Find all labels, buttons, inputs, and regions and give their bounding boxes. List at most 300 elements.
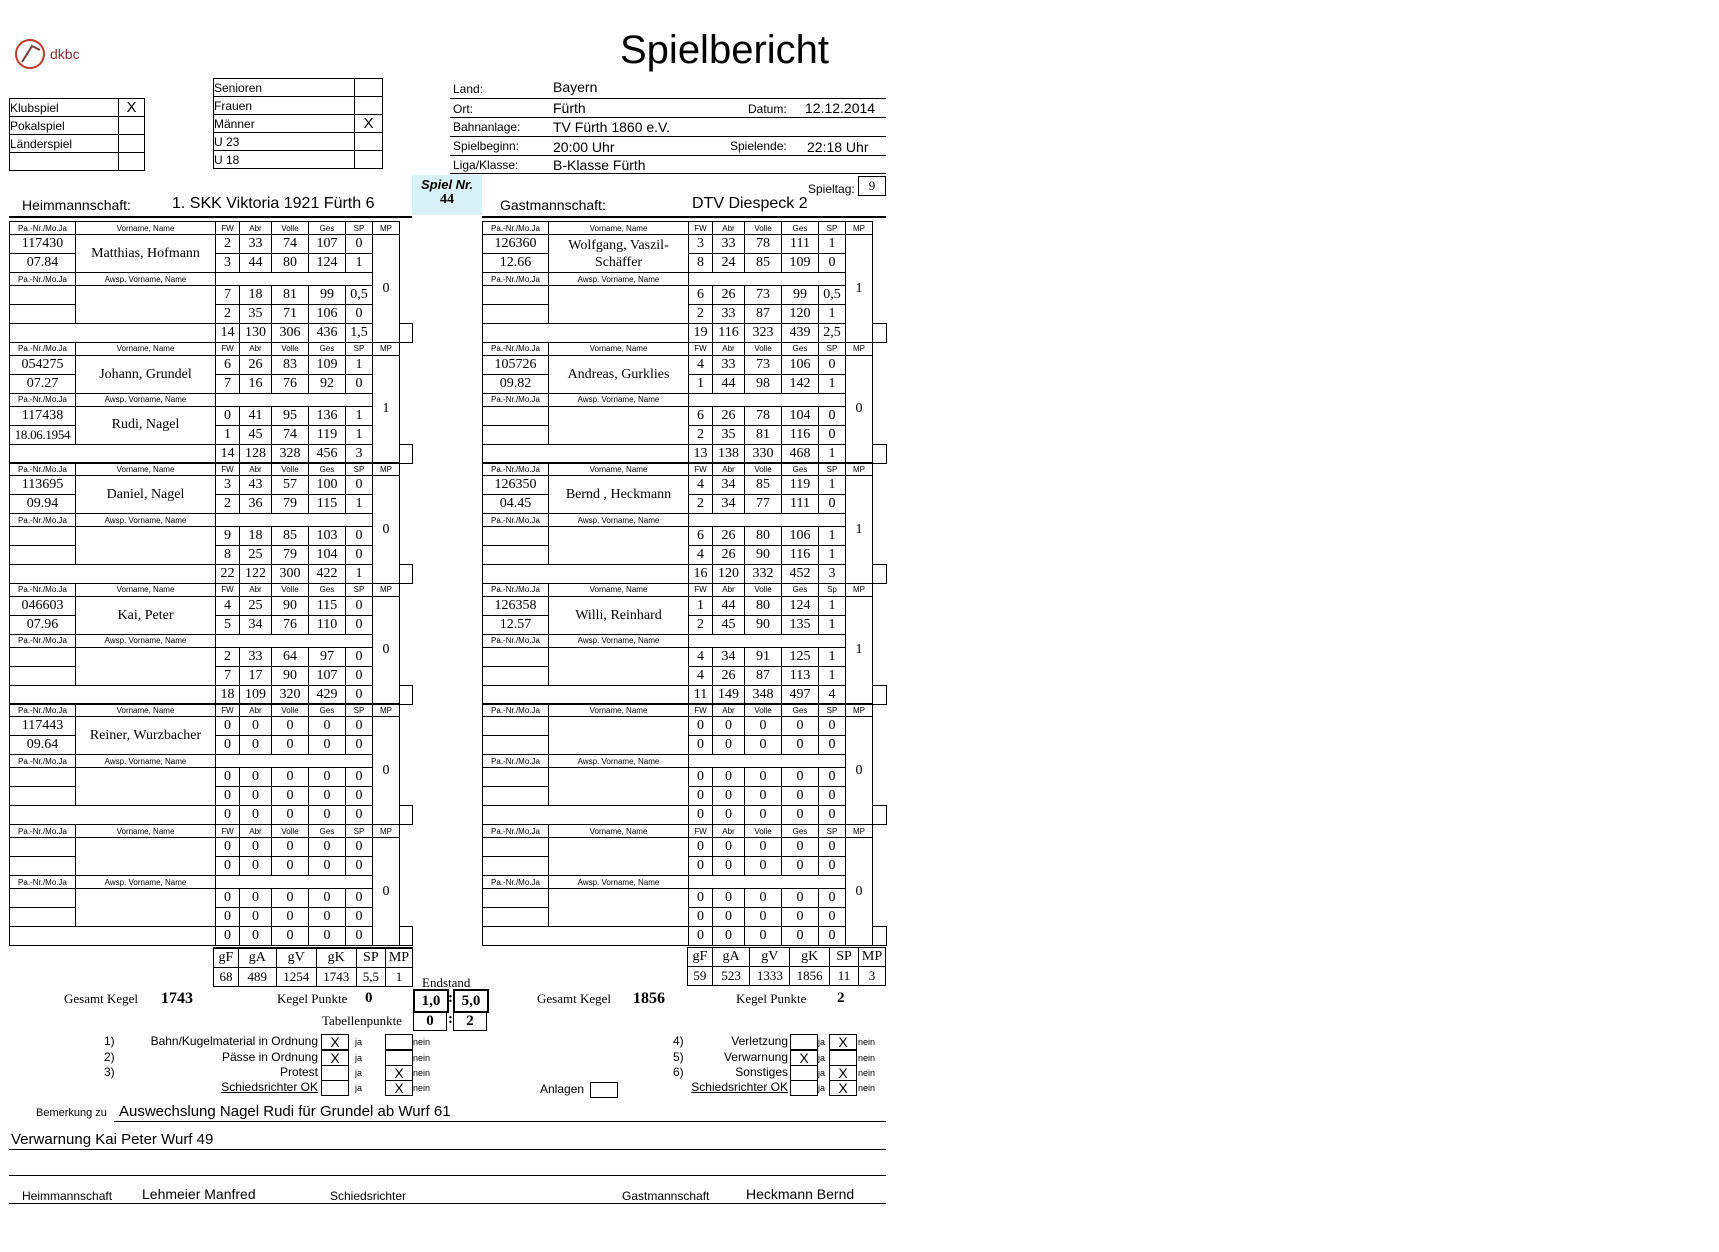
throw-value: 78 [745, 235, 782, 254]
guest-summary [687, 947, 886, 986]
class-u18-label: U 18 [214, 151, 355, 169]
throw-value: 45 [713, 615, 745, 634]
check-nein-box[interactable]: X [829, 1080, 857, 1096]
throw-value: 87 [745, 666, 782, 685]
ges-header: Ges [309, 583, 346, 596]
mp-header: MP [846, 583, 873, 596]
home-sum-mp: 1 [385, 968, 412, 987]
blank [689, 393, 846, 406]
check-label: Schiedsrichter OK [691, 1080, 788, 1094]
throw-value: 0 [240, 736, 272, 755]
throw-value: 0 [272, 768, 309, 787]
total-value: 1 [346, 565, 373, 584]
throw-value: 0 [819, 254, 846, 273]
throw-value: 0 [782, 768, 819, 787]
name-header: Vorname, Name [549, 222, 689, 235]
ja-label: ja [818, 1053, 826, 1063]
throw-value: 92 [309, 374, 346, 393]
sub-date [483, 787, 549, 806]
check-label: Verwarnung [723, 1050, 788, 1064]
ja-label: ja [818, 1037, 826, 1047]
sub-name [76, 286, 216, 324]
total-value: 330 [745, 444, 782, 463]
throw-value: 0 [782, 717, 819, 736]
check-nein-box[interactable]: X [385, 1065, 413, 1081]
throw-value: 0 [689, 908, 713, 927]
throw-value: 0 [745, 908, 782, 927]
type-laenderspiel-mark[interactable] [119, 135, 145, 153]
sp-header: SP [819, 463, 846, 476]
throw-value: 0 [309, 736, 346, 755]
throw-value: 1 [346, 406, 373, 425]
name-header: Vorname, Name [549, 463, 689, 476]
total-value: 128 [240, 444, 272, 463]
player-name: Johann, Grundel [76, 355, 216, 393]
throw-value: 99 [309, 286, 346, 305]
throw-value: 3 [216, 476, 240, 495]
throw-value: 6 [216, 355, 240, 374]
sub-pass-header: Pa.-Nr./Mo.Ja [10, 393, 76, 406]
volle-header: Volle [745, 583, 782, 596]
home-gesamt-kegel-value: 1743 [161, 990, 193, 1007]
home-sum-sp: 5,5 [356, 968, 385, 987]
throw-value: 0 [745, 838, 782, 857]
throw-value: 4 [689, 355, 713, 374]
total-value: 452 [782, 565, 819, 584]
throw-value: 45 [240, 425, 272, 444]
throw-value: 0 [689, 889, 713, 908]
spieltag-value: 9 [858, 176, 886, 196]
home-sum-head-sp: SP [356, 948, 385, 968]
name-header: Vorname, Name [76, 704, 216, 717]
ja-label: ja [355, 1037, 363, 1047]
volle-header: Volle [745, 222, 782, 235]
player-pass [483, 838, 549, 857]
check-nein-box[interactable]: X [829, 1065, 857, 1081]
mp-header: MP [373, 222, 400, 235]
player-date: 12.57 [483, 615, 549, 634]
blank [873, 685, 887, 704]
spielbeginn-value: 20:00 Uhr [553, 139, 615, 155]
player-name [549, 838, 689, 876]
sub-name-header: Awsp. Vorname, Name [76, 514, 216, 527]
fw-header: FW [216, 342, 240, 355]
throw-value: 1 [346, 355, 373, 374]
total-value: 0 [272, 806, 309, 825]
check-nein-box[interactable]: X [829, 1034, 857, 1050]
blank [483, 565, 689, 584]
sub-pass-header: Pa.-Nr./Mo.Ja [483, 876, 549, 889]
bahnanlage-value: TV Fürth 1860 e.V. [553, 119, 670, 135]
blank [400, 565, 413, 584]
throw-value: 0 [346, 838, 373, 857]
throw-value: 34 [240, 615, 272, 634]
sp-header: Sp [819, 583, 846, 596]
sub-name [549, 647, 689, 685]
total-value: 130 [240, 324, 272, 343]
blank [873, 927, 887, 946]
sign-home-name: Lehmeier Manfred [142, 1186, 256, 1202]
throw-value: 0 [346, 736, 373, 755]
sub-name-header: Awsp. Vorname, Name [549, 514, 689, 527]
throw-value: 0 [272, 889, 309, 908]
throw-value: 1 [819, 374, 846, 393]
check-label: Pässe in Ordnung [221, 1050, 318, 1064]
total-value: 0 [713, 927, 745, 946]
throw-value: 100 [309, 476, 346, 495]
guest-sum-sp: 11 [830, 967, 859, 986]
player-mp: 0 [846, 717, 873, 825]
throw-value: 0,5 [819, 286, 846, 305]
check-ja-box[interactable]: X [321, 1034, 349, 1050]
sub-name-header: Awsp. Vorname, Name [549, 273, 689, 286]
ges-header: Ges [309, 222, 346, 235]
throw-value: 119 [309, 425, 346, 444]
throw-value: 0 [240, 787, 272, 806]
total-value: 0 [713, 806, 745, 825]
throw-value: 16 [240, 374, 272, 393]
throw-value: 0 [819, 889, 846, 908]
throw-value: 57 [272, 476, 309, 495]
sub-pass-header: Pa.-Nr./Mo.Ja [10, 876, 76, 889]
player-pass: 126360 [483, 235, 549, 254]
pass-header: Pa.-Nr./Mo.Ja [10, 704, 76, 717]
sub-pass-header: Pa.-Nr./Mo.Ja [10, 514, 76, 527]
total-value: 0 [819, 806, 846, 825]
throw-value: 90 [272, 666, 309, 685]
class-u23-mark[interactable] [355, 133, 383, 151]
sp-header: SP [819, 704, 846, 717]
type-pokalspiel-mark[interactable] [119, 117, 145, 135]
throw-value: 0 [309, 908, 346, 927]
throw-value: 115 [309, 596, 346, 615]
fw-header: FW [689, 342, 713, 355]
throw-value: 79 [272, 495, 309, 514]
sub-date [10, 787, 76, 806]
pass-header: Pa.-Nr./Mo.Ja [483, 222, 549, 235]
blank [689, 755, 846, 768]
match-type-box [9, 98, 145, 171]
ges-header: Ges [782, 825, 819, 838]
liga-value: B-Klasse Fürth [553, 157, 646, 173]
throw-value: 0 [346, 768, 373, 787]
throw-value: 0 [689, 768, 713, 787]
throw-value: 25 [240, 596, 272, 615]
player-mp: 1 [373, 355, 400, 463]
bemerkung-line-2: Verwarnung Kai Peter Wurf 49 [11, 1131, 214, 1148]
player-pass: 126358 [483, 596, 549, 615]
name-header: Vorname, Name [76, 222, 216, 235]
throw-value: 125 [782, 647, 819, 666]
sign-guest-label: Gastmannschaft [622, 1189, 710, 1203]
logo-text: dkbc [50, 46, 80, 62]
player-pass: 046603 [10, 596, 76, 615]
check-ja-box[interactable] [790, 1065, 818, 1081]
throw-value: 33 [240, 235, 272, 254]
guest-sum-gk: 1856 [790, 967, 830, 986]
throw-value: 0 [819, 787, 846, 806]
blank [400, 806, 413, 825]
blank [483, 324, 689, 343]
home-player-block [9, 342, 413, 464]
throw-value: 124 [309, 254, 346, 273]
home-sum-head-gv: gV [276, 948, 316, 968]
throw-value: 95 [272, 406, 309, 425]
throw-value: 34 [713, 495, 745, 514]
throw-value: 1 [689, 596, 713, 615]
ges-header: Ges [782, 463, 819, 476]
player-name: Willi, Reinhard [549, 596, 689, 634]
throw-value: 0 [240, 857, 272, 876]
class-senioren-mark[interactable] [355, 79, 383, 97]
throw-value: 2 [216, 235, 240, 254]
throw-value: 0 [216, 838, 240, 857]
check-nein-box[interactable] [385, 1050, 413, 1066]
throw-value: 0 [216, 736, 240, 755]
throw-value: 0 [782, 857, 819, 876]
sub-name-header: Awsp. Vorname, Name [76, 393, 216, 406]
throw-value: 0 [240, 838, 272, 857]
check-ja-box[interactable] [790, 1080, 818, 1096]
volle-header: Volle [272, 825, 309, 838]
blank [689, 634, 846, 647]
home-kegel-punkte-label: Kegel Punkte [277, 991, 348, 1006]
home-sum-head-gk: gK [316, 948, 356, 968]
throw-value: 85 [272, 527, 309, 546]
player-mp: 0 [373, 838, 400, 946]
throw-value: 0 [240, 768, 272, 787]
throw-value: 26 [240, 355, 272, 374]
check-label: Schiedsrichter OK [221, 1080, 318, 1094]
total-value: 422 [309, 565, 346, 584]
home-team-name: 1. SKK Viktoria 1921 Fürth 6 [172, 195, 375, 212]
check-num: 3) [104, 1065, 115, 1079]
total-value: 348 [745, 685, 782, 704]
sub-name [549, 406, 689, 444]
throw-value: 104 [782, 406, 819, 425]
throw-value: 6 [689, 406, 713, 425]
throw-value: 0 [819, 908, 846, 927]
mp-header: MP [373, 704, 400, 717]
total-value: 0 [216, 806, 240, 825]
name-header: Vorname, Name [76, 342, 216, 355]
throw-value: 0 [782, 889, 819, 908]
throw-value: 1 [346, 254, 373, 273]
total-value: 11 [689, 685, 713, 704]
player-pass: 113695 [10, 476, 76, 495]
throw-value: 2 [216, 305, 240, 324]
mp-header: MP [846, 825, 873, 838]
volle-header: Volle [272, 583, 309, 596]
throw-value: 5 [216, 615, 240, 634]
endstand-colon: : [448, 990, 453, 1006]
guest-player-block [482, 221, 887, 343]
total-value: 18 [216, 685, 240, 704]
bahnanlage-label: Bahnanlage: [453, 120, 521, 134]
fw-header: FW [689, 222, 713, 235]
sub-name-header: Awsp. Vorname, Name [76, 634, 216, 647]
throw-value: 41 [240, 406, 272, 425]
mp-header: MP [846, 463, 873, 476]
name-header: Vorname, Name [549, 583, 689, 596]
guest-player-block [482, 824, 887, 946]
check-nein-box[interactable] [385, 1034, 413, 1050]
throw-value: 83 [272, 355, 309, 374]
player-date: 04.45 [483, 495, 549, 514]
total-value: 0 [745, 806, 782, 825]
total-value: 3 [346, 444, 373, 463]
nein-label: nein [858, 1083, 876, 1093]
pass-header: Pa.-Nr./Mo.Ja [483, 583, 549, 596]
guest-sum-gf: 59 [688, 967, 713, 986]
throw-value: 64 [272, 647, 309, 666]
ja-label: ja [818, 1083, 826, 1093]
check-ja-box[interactable]: X [321, 1050, 349, 1066]
check-num: 2) [104, 1050, 115, 1064]
sub-pass [10, 768, 76, 787]
sub-pass-header: Pa.-Nr./Mo.Ja [10, 755, 76, 768]
guest-gesamt-kegel-value: 1856 [633, 990, 665, 1007]
check-nein-box[interactable]: X [385, 1080, 413, 1096]
throw-value: 35 [713, 425, 745, 444]
blank [216, 393, 373, 406]
throw-value: 33 [713, 235, 745, 254]
guest-player-block [482, 583, 887, 705]
throw-value: 90 [272, 596, 309, 615]
blank [216, 273, 373, 286]
throw-value: 17 [240, 666, 272, 685]
throw-value: 97 [309, 647, 346, 666]
throw-value: 0 [216, 889, 240, 908]
player-pass [483, 717, 549, 736]
sp-header: SP [346, 704, 373, 717]
name-header: Vorname, Name [549, 704, 689, 717]
check-ja-box[interactable]: X [790, 1050, 818, 1066]
throw-value: 0 [346, 857, 373, 876]
tabellenpunkte-colon: : [448, 1011, 453, 1027]
sub-pass [10, 527, 76, 546]
guest-player-block [482, 703, 887, 825]
guest-sum-head-gf: gF [688, 948, 713, 967]
spielende-value: 22:18 Uhr [807, 139, 869, 155]
sub-pass-header: Pa.-Nr./Mo.Ja [483, 634, 549, 647]
class-frauen-mark[interactable] [355, 97, 383, 115]
throw-value: 99 [782, 286, 819, 305]
pass-header: Pa.-Nr./Mo.Ja [10, 583, 76, 596]
throw-value: 81 [272, 286, 309, 305]
total-value: 328 [272, 444, 309, 463]
nein-label: nein [858, 1068, 876, 1078]
total-value: 22 [216, 565, 240, 584]
throw-value: 0 [309, 787, 346, 806]
ges-header: Ges [782, 222, 819, 235]
throw-value: 0 [713, 857, 745, 876]
total-value: 300 [272, 565, 309, 584]
throw-value: 1 [819, 666, 846, 685]
player-mp: 0 [846, 838, 873, 946]
throw-value: 0 [309, 889, 346, 908]
throw-value: 0 [819, 736, 846, 755]
sp-header: SP [346, 825, 373, 838]
endstand-label: Endstand [422, 975, 471, 990]
pass-header: Pa.-Nr./Mo.Ja [10, 825, 76, 838]
class-u18-mark[interactable] [355, 151, 383, 169]
throw-value: 107 [309, 235, 346, 254]
throw-value: 0 [272, 736, 309, 755]
check-ja-box[interactable] [790, 1034, 818, 1050]
home-sum-head-mp: MP [385, 948, 412, 968]
total-value: 1 [819, 444, 846, 463]
check-nein-box[interactable] [829, 1050, 857, 1066]
pass-header: Pa.-Nr./Mo.Ja [483, 342, 549, 355]
pass-header: Pa.-Nr./Mo.Ja [10, 222, 76, 235]
throw-value: 43 [240, 476, 272, 495]
sign-ref-label: Schiedsrichter [330, 1189, 407, 1203]
sub-name [549, 527, 689, 565]
home-sum-gf: 68 [214, 968, 239, 987]
throw-value: 0 [819, 857, 846, 876]
total-value: 0 [819, 927, 846, 946]
total-value: 122 [240, 565, 272, 584]
total-value: 109 [240, 685, 272, 704]
guest-player-block [482, 462, 887, 584]
blank [10, 324, 216, 343]
throw-value: 0 [216, 768, 240, 787]
throw-value: 74 [272, 235, 309, 254]
player-mp: 1 [846, 235, 873, 343]
check-ja-box[interactable] [321, 1065, 349, 1081]
volle-header: Volle [272, 342, 309, 355]
abr-header: Abr [240, 342, 272, 355]
bemerkung-label: Bemerkung zu [36, 1107, 107, 1119]
blank [483, 927, 689, 946]
throw-value: 91 [745, 647, 782, 666]
blank [483, 806, 689, 825]
player-name [76, 838, 216, 876]
throw-value: 7 [216, 286, 240, 305]
check-label: Protest [279, 1065, 318, 1079]
check-label: Bahn/Kugelmaterial in Ordnung [150, 1034, 318, 1048]
check-num: 5) [673, 1050, 684, 1064]
throw-value: 0 [745, 736, 782, 755]
anlagen-box[interactable] [590, 1082, 618, 1098]
sign-guest-name: Heckmann Bernd [746, 1186, 855, 1202]
class-maenner-mark[interactable]: X [355, 115, 383, 133]
blank [10, 806, 216, 825]
throw-value: 0 [819, 406, 846, 425]
mp-header: MP [846, 704, 873, 717]
check-label: Sonstiges [735, 1065, 788, 1079]
land-label: Land: [453, 82, 484, 96]
throw-value: 110 [309, 615, 346, 634]
throw-value: 0 [819, 355, 846, 374]
player-date [10, 857, 76, 876]
throw-value: 80 [272, 254, 309, 273]
total-value: 0 [216, 927, 240, 946]
check-ja-box[interactable] [321, 1080, 349, 1096]
player-pass: 054275 [10, 355, 76, 374]
name-header: Vorname, Name [76, 463, 216, 476]
total-value: 16 [689, 565, 713, 584]
throw-value: 0 [782, 787, 819, 806]
throw-value: 111 [782, 235, 819, 254]
ort-value: Fürth [553, 100, 586, 116]
bemerkung-line-1: Auswechslung Nagel Rudi für Grundel ab Wurf 61 [119, 1103, 451, 1120]
type-klubspiel-mark[interactable]: X [119, 99, 145, 117]
blank [483, 685, 689, 704]
throw-value: 1 [216, 425, 240, 444]
throw-value: 98 [745, 374, 782, 393]
